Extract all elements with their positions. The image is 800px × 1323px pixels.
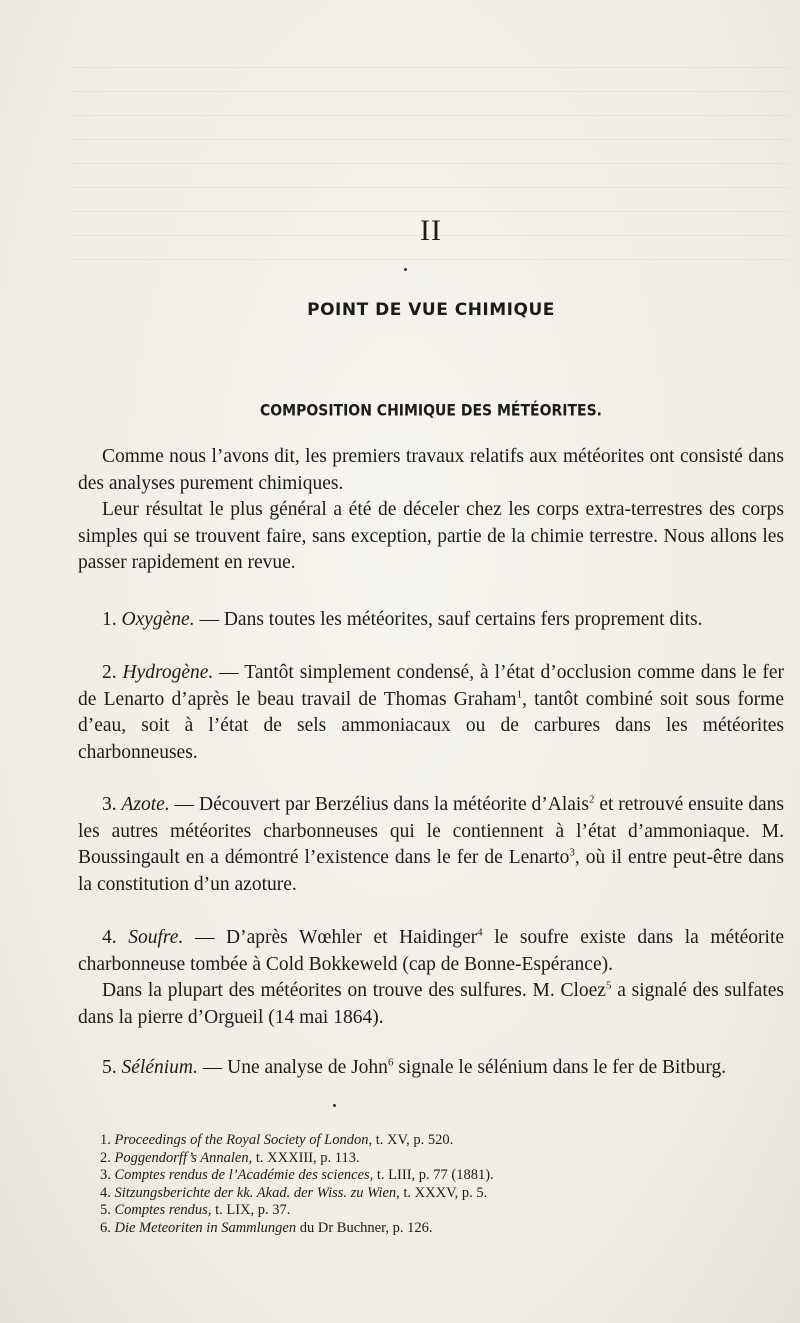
element-name: Sélénium. [121,1057,198,1078]
element-text: , où il entre peut-être dans la constitution d’un azoture. [78,847,784,895]
footnote-ref: 5 [605,979,612,992]
footnote-ref: 6 [387,1056,394,1069]
intro-paragraph-1: Comme nous l’avons dit, les premiers travaux relatifs aux météorites ont consisté dans des analyses purement chimiques. [78,446,784,494]
element-number: 5. [102,1057,117,1078]
print-speck [333,1104,336,1107]
element-sulfur [78,925,784,978]
footnote-detail: t. LIX, p. 37. [211,1202,291,1218]
subsection-title: COMPOSITION CHIMIQUE DES MÉTÉORITES. [259,401,602,421]
element-text: signale le sélénium dans le fer de Bitburg. [393,1057,727,1078]
footnote-3 [78,1167,784,1185]
footnote-source: Proceedings of the Royal Society of London, [114,1132,373,1148]
element-selenium [78,1055,784,1082]
footnote-detail: du Dr Buchner, p. 126. [296,1219,433,1236]
footnote-detail: t. XXXV, p. 5. [399,1184,488,1201]
element-name: Azote. [121,794,170,815]
intro-paragraph-2: Leur résultat le plus général a été de déceler chez les corps extra-terrestres des corps simples qui se trouvent faire, sans exception, partie de la chimie terrestre. Nous allons les passer rapidement en revue. [78,499,784,573]
element-name: Soufre. [128,927,184,948]
element-number: 2. [102,662,117,683]
footnotes [78,1132,784,1237]
footnote-detail: t. LIII, p. 77 (1881). [373,1167,494,1183]
footnote-number: 2. [100,1149,111,1166]
element-oxygen [78,607,784,634]
element-text: — Découvert par Berzélius dans la météorite d’Alais [169,794,589,815]
footnote-6 [78,1220,784,1238]
element-text: Dans la plupart des météorites on trouve des sulfures. M. Cloez [102,980,606,1001]
footnote-source: Sitzungsberichte der kk. Akad. der Wiss. zu Wien, [114,1184,400,1201]
element-text: a signalé des sulfates dans la pierre d’Orgueil (14 mai 1864). [78,980,784,1028]
footnote-source: Comptes rendus de l’Académie des sciences, [114,1167,374,1183]
footnote-number: 5. [100,1202,111,1218]
footnote-number: 6. [100,1219,111,1236]
footnote-source: Poggendorff’s Annalen, [114,1149,253,1166]
footnote-number: 4. [100,1184,111,1201]
element-name: Oxygène. [121,609,195,630]
element-hydrogen [78,660,784,766]
element-text: — Tantôt simplement condensé, à l’état d’occlusion comme dans le fer de Lenarto d’après le beau travail de Thomas Graham [78,662,785,710]
footnote-source: Comptes rendus, [114,1202,212,1218]
element-number: 1. [102,609,117,630]
element-number: 4. [102,927,117,948]
footnote-number: 1. [100,1132,111,1148]
footnote-1 [78,1132,784,1150]
footnote-number: 3. [100,1167,111,1183]
element-sulfur-continued [78,978,784,1031]
element-name: Hydrogène. [122,662,214,683]
element-number: 3. [102,794,117,815]
footnote-source: Die Meteoriten in Sammlungen [114,1219,297,1236]
footnote-ref: 4 [477,926,483,939]
footnote-detail: t. XXXIII, p. 113. [252,1149,360,1166]
footnote-detail: t. XV, p. 520. [372,1132,454,1148]
element-text: — Dans toutes les météorites, sauf certains fers proprement dits. [194,609,703,630]
element-text: le soufre existe dans la météorite charbonneuse tombée à Cold Bokkeweld (cap de Bonne-Espérance). [78,927,785,975]
element-text: et retrouvé ensuite dans les autres météorites charbonneuses qui le contiennent à l’état d’ammoniaque. M. Boussingault en a démontré l’existence dans le fer de Lenarto [78,794,785,868]
section-number: II [420,214,442,247]
element-text: , tantôt combiné soit sous forme d’eau, soit à l’état de sels ammoniacaux ou de carbures dans les météorites charbonneuses. [78,688,785,763]
element-text: — Une analyse de John [197,1057,388,1078]
footnote-ref: 2 [588,793,595,806]
print-speck [404,268,407,271]
footnote-2 [78,1150,784,1168]
footnote-4 [78,1185,784,1203]
section-title: POINT DE VUE CHIMIQUE [307,300,555,320]
element-text: — D’après Wœhler et Haidinger [183,927,478,948]
footnote-5 [78,1202,784,1220]
footnote-ref: 1 [516,688,523,700]
element-nitrogen [78,792,784,898]
footnote-ref: 3 [569,846,575,859]
